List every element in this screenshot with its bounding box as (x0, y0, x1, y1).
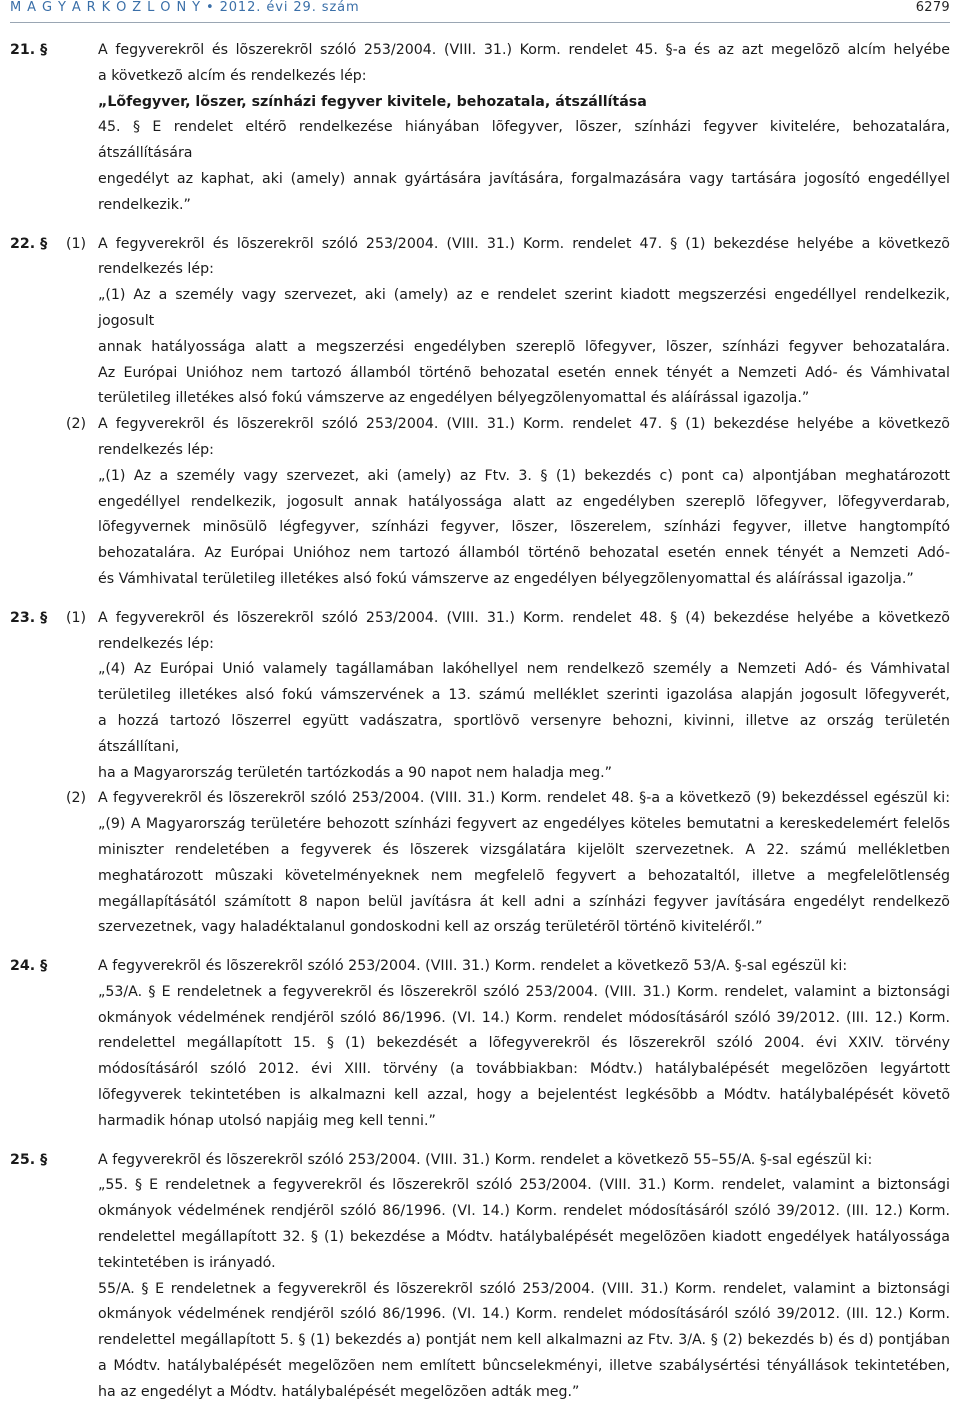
text-line: „(1) Az a személy vagy szervezet, aki (amely) az Ftv. 3. § (1) bekezdés c) pont ca) alpontjában meghatározott (98, 467, 950, 484)
subsection (0, 232, 960, 413)
subsection-number: (2) (66, 790, 87, 807)
text-line: és Vámhivatal területileg illetékes alsó fokú vámszerve az engedélyen bélyegzõlenyomattal és aláírással igazolja.” (98, 570, 914, 587)
text-line: „(1) Az a személy vagy szervezet, aki (amely) az e rendelet szerint kiadott megszerzési engedéllyel rendelkezik, jogosult (98, 287, 950, 329)
section (0, 1148, 960, 1406)
subsection (0, 38, 960, 219)
section-number: 25. § (10, 1151, 48, 1168)
subsection-number: (1) (66, 609, 87, 626)
text-line: meghatározott mûszaki követelményeknek nem megfelelõ fegyvert a behozataltól, illetve a megfelelõtlenség (98, 867, 950, 884)
text-line: „(9) A Magyarország területére behozott színházi fegyvert az engedélyes köteles bemutatni a kereskedelemért felelõs (98, 816, 950, 833)
header-divider (10, 22, 950, 23)
text-line: területileg illetékes alsó fokú vámszerve az engedélyen bélyegzõlenyomattal és aláírással igazolja.” (98, 390, 810, 407)
text-line: A fegyverekrõl és lõszerekrõl szóló 253/2004. (VIII. 31.) Korm. rendelet 47. § (1) bekezdése helyébe a következõ (98, 416, 950, 433)
section (0, 38, 960, 219)
text-line: A fegyverekrõl és lõszerekrõl szóló 253/2004. (VIII. 31.) Korm. rendelet a következõ 53/A. §-sal egészül ki: (98, 958, 848, 975)
section (0, 232, 960, 593)
page-number: 6279 (915, 0, 950, 15)
section-number: 22. § (10, 235, 48, 252)
text-line: lõfegyverek tekintetében is alkalmazni kell azzal, hogy a bejelentést legkésõbb a Módtv. hatálybalépését követõ (98, 1087, 950, 1104)
text-line: tekintetében is irányadó. (98, 1254, 276, 1271)
text-line: A fegyverekrõl és lõszerekrõl szóló 253/2004. (VIII. 31.) Korm. rendelet 45. §-a és az azt megelõzõ alcím helyébe (98, 42, 950, 58)
text-line: A fegyverekrõl és lõszerekrõl szóló 253/2004. (VIII. 31.) Korm. rendelet a következõ 55–55/A. §-sal egészül ki: (98, 1151, 873, 1168)
subsection (0, 606, 960, 787)
text-line: területileg illetékes alsó fokú vámszervének a 13. számú melléklet szerinti igazolása alapján jogosult lõfegyverét, (98, 687, 950, 704)
text-line: a Módtv. hatálybalépését megelõzõen nem említett bûncselekményi, illetve szabálysértési tényállások tekintetében, (98, 1358, 950, 1375)
text-line: miniszter rendeletében a fegyverek és lõszerek vizsgálatára kijelölt szervezetnek. A 22. számú mellékletben (98, 841, 950, 858)
text-line: okmányok védelmének rendjérõl szóló 86/1996. (VI. 14.) Korm. rendelet módosításáról szóló 39/2012. (III. 12.) Korm. (98, 1306, 950, 1323)
text-line: megállapításától számított 8 napon belül javításra át kell adni a színházi fegyver javítására engedélyt rendelkezõ (98, 893, 950, 910)
section (0, 606, 960, 941)
subsection-number: (2) (66, 416, 87, 433)
text-line: a hozzá tartozó lõszerrel együtt vadászatra, sportlövõ versenyre behozni, kivinni, illetve az ország területén átszállítani, (98, 712, 950, 755)
page-header (10, 0, 950, 18)
text-line: rendelettel megállapított 15. § (1) bekezdését a lõfegyverekrõl és lõszerekrõl szóló 2004. évi XXIV. törvény (98, 1035, 950, 1052)
text-line: harmadik hónap utolsó napjáig meg kell tenni.” (98, 1112, 436, 1129)
text-line: lõfegyvernek minõsülõ légfegyver, színházi fegyver, lõszer, lõszerelem, színházi fegyver, illetve hangtompító (98, 519, 950, 536)
text-line: A fegyverekrõl és lõszerekrõl szóló 253/2004. (VIII. 31.) Korm. rendelet 47. § (1) bekezdése helyébe a következõ (98, 235, 950, 252)
text-line: 45. § E rendelet eltérõ rendelkezése hiányában lõfegyver, lõszer, színházi fegyver kivitelére, behozatalára, átszállítására (98, 119, 950, 162)
section-number: 23. § (10, 609, 48, 626)
subtitle-line: „Lõfegyver, lõszer, színházi fegyver kivitele, behozatala, átszállítása (98, 93, 647, 110)
text-line: 55/A. § E rendeletnek a fegyverekrõl és lõszerekrõl szóló 253/2004. (VIII. 31.) Korm. rendelet, valamint a biztonsági (98, 1280, 950, 1297)
text-line: rendelkezés lép: (98, 635, 214, 652)
text-line: „(4) Az Európai Unió valamely tagállamában lakóhellyel nem rendelkezõ személy a Nemzeti Adó- és Vámhivatal (98, 661, 950, 678)
document-body (0, 38, 960, 1419)
text-line: okmányok védelmének rendjérõl szóló 86/1996. (VI. 14.) Korm. rendelet módosításáról szóló 39/2012. (III. 12.) Korm. (98, 1009, 950, 1026)
text-line: rendelettel megállapított 5. § (1) bekezdés a) pontját nem kell alkalmazni az Ftv. 3/A. § (2) bekezdés b) és d) pontjában (98, 1332, 950, 1349)
text-line: A fegyverekrõl és lõszerekrõl szóló 253/2004. (VIII. 31.) Korm. rendelet 48. §-a a következõ (9) bekezdéssel egészül ki: (98, 790, 950, 807)
text-line: engedéllyel rendelkezik, jogosult annak hatályossága alatt az engedélyben szereplõ lõfegyver, lõfegyverdarab, (98, 493, 950, 510)
text-line: ha az engedélyt a Módtv. hatálybalépését megelõzõen adták meg.” (98, 1383, 580, 1400)
text-line: rendelkezés lép: (98, 441, 214, 458)
text-line: Az Európai Unióhoz nem tartozó államból történõ behozatal esetén ennek tényét a Nemzeti Adó- és Vámhivatal (98, 364, 950, 381)
subsection (0, 1148, 960, 1406)
journal-title: M A G Y A R K Ö Z L Ö N Y • 2012. évi 29. szám (10, 0, 360, 15)
subsection-number: (1) (66, 235, 87, 252)
subsection (0, 412, 960, 593)
subsection (0, 786, 960, 941)
text-line: rendelettel megállapított 32. § (1) bekezdése a Módtv. hatálybalépését megelõzõen kiadott engedélyek hatályossága (98, 1229, 950, 1246)
text-line: „55. § E rendeletnek a fegyverekrõl és lõszerekrõl szóló 253/2004. (VIII. 31.) Korm. rendelet, valamint a biztonsági (98, 1177, 950, 1194)
subsection (0, 954, 960, 1135)
text-line: engedélyt az kaphat, aki (amely) annak gyártására javítására, forgalmazására vagy tartására jogosító engedéllyel (98, 170, 950, 187)
text-line: szervezetnek, vagy haladéktalanul gondoskodni kell az ország területérõl történõ kiviteléről.” (98, 919, 763, 936)
text-line: annak hatályossága alatt a megszerzési engedélyben szereplõ lõfegyver, lõszer, színházi fegyver behozatalára. (98, 338, 950, 355)
section-number: 24. § (10, 958, 48, 975)
text-line: A fegyverekrõl és lõszerekrõl szóló 253/2004. (VIII. 31.) Korm. rendelet 48. § (4) bekezdése helyébe a következõ (98, 609, 950, 626)
text-line: rendelkezés lép: (98, 261, 214, 278)
text-line: ha a Magyarország területén tartózkodás a 90 napot nem haladja meg.” (98, 764, 613, 781)
text-line: behozatalára. Az Európai Unióhoz nem tartozó államból történõ behozatal esetén ennek tényét a Nemzeti Adó- (98, 545, 950, 562)
text-line: rendelkezik.” (98, 196, 191, 213)
text-line: a következõ alcím és rendelkezés lép: (98, 67, 367, 84)
section-number: 21. § (10, 42, 48, 58)
text-line: okmányok védelmének rendjérõl szóló 86/1996. (VI. 14.) Korm. rendelet módosításáról szóló 39/2012. (III. 12.) Korm. (98, 1203, 950, 1220)
text-line: módosításáról szóló 2012. évi XIII. törvény (a továbbiakban: Módtv.) hatálybalépését megelõzõen legyártott (98, 1061, 950, 1078)
text-line: „53/A. § E rendeletnek a fegyverekrõl és lõszerekrõl szóló 253/2004. (VIII. 31.) Korm. rendelet, valamint a biztonsági (98, 983, 950, 1000)
section (0, 954, 960, 1135)
